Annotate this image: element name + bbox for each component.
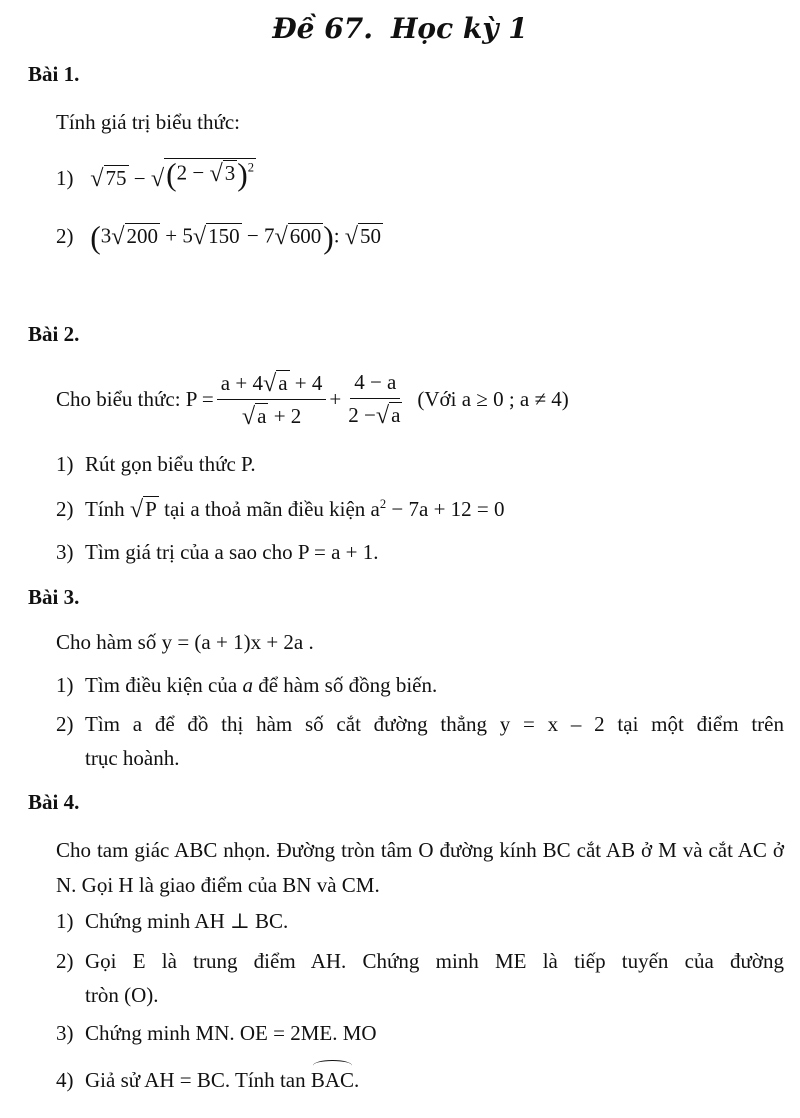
bai3-item-2: 2) Tìm a để đồ thị hàm số cắt đường thẳng y = x – 2 tại một điểm trên [56,712,784,736]
bai3-function: y = (a + 1)x + 2a . [161,630,314,654]
item-number: 2) [56,223,74,248]
item-number: 1) [56,166,74,191]
bai1-heading: Bài 1. [28,62,80,86]
page-title [0,12,800,45]
fraction-2: 4 − a 2 − √ a [348,370,401,430]
bai4-item-2-cont: tròn (O). [85,983,159,1007]
bai3-item-2-cont: trục hoành. [85,746,180,770]
bai2-item-3: 3) Tìm giá trị của a sao cho P = a + 1. [56,540,379,564]
bai3-heading: Bài 3. [28,585,80,609]
title-exam-number: Đề 67. [272,12,373,45]
angle-arc: BAC [310,1068,355,1092]
bai3-item-1: 1) Tìm điều kiện của a để hàm số đồng biến. [56,673,438,697]
bai4-intro: Cho tam giác ABC nhọn. Đường tròn tâm O đường kính BC cắt AB ở M và cắt AC ở N. Gọi H là giao điểm của BN và CM. [56,838,784,897]
bai1-intro: Tính giá trị biểu thức: [56,110,241,134]
bai1-item-2: 2) (3 √ 200 + 5 √ 150 − 7 √ 600 ): √ 50 [56,220,382,255]
sqrt-75: √ 75 [90,165,127,193]
bai4-heading: Bài 4. [28,790,80,814]
title-semester: Học kỳ 1 [390,12,528,45]
bai4-item-2: 2) Gọi E là trung điểm AH. Chứng minh ME là tiếp tuyến của đường [56,949,784,973]
bai4-item-1: 1) Chứng minh AH ⊥ BC. [56,909,289,933]
bai2-item-1: 1) Rút gọn biểu thức P. [56,452,256,476]
bai1-item-1: 1) √ 75 − √ (2 − √ 3 )$^2$ [56,157,254,193]
bai2-item-2: 2) Tính √ P tại a thoả mãn điều kiện $a^2 - 7a + 12 = 0$ [56,495,505,523]
bai4-item-4: 4) Giả sử AH = BC. Tính tan BAC. [56,1068,360,1092]
bai2-expression: Cho biểu thức: P = a + 4 √ a + 4 √ a + 2 + 4 − a 2 − √ a (Với a ≥ 0 ; a ≠ 4) [56,369,569,430]
bai2-intro: Cho biểu thức: P = [56,386,214,411]
bai3-intro: Cho hàm số y = (a + 1)x + 2a . [56,630,314,654]
bai2-condition: (Với a ≥ 0 ; a ≠ 4) [417,386,569,411]
bai2-heading: Bài 2. [28,322,80,346]
fraction-1: a + 4 √ a + 4 √ a + 2 [217,370,327,429]
bai4-item-3: 3) Chứng minh MN. OE = 2ME. MO [56,1021,377,1045]
sqrt-expression: √ (2 − √ 3 )$^2$ [150,157,254,193]
